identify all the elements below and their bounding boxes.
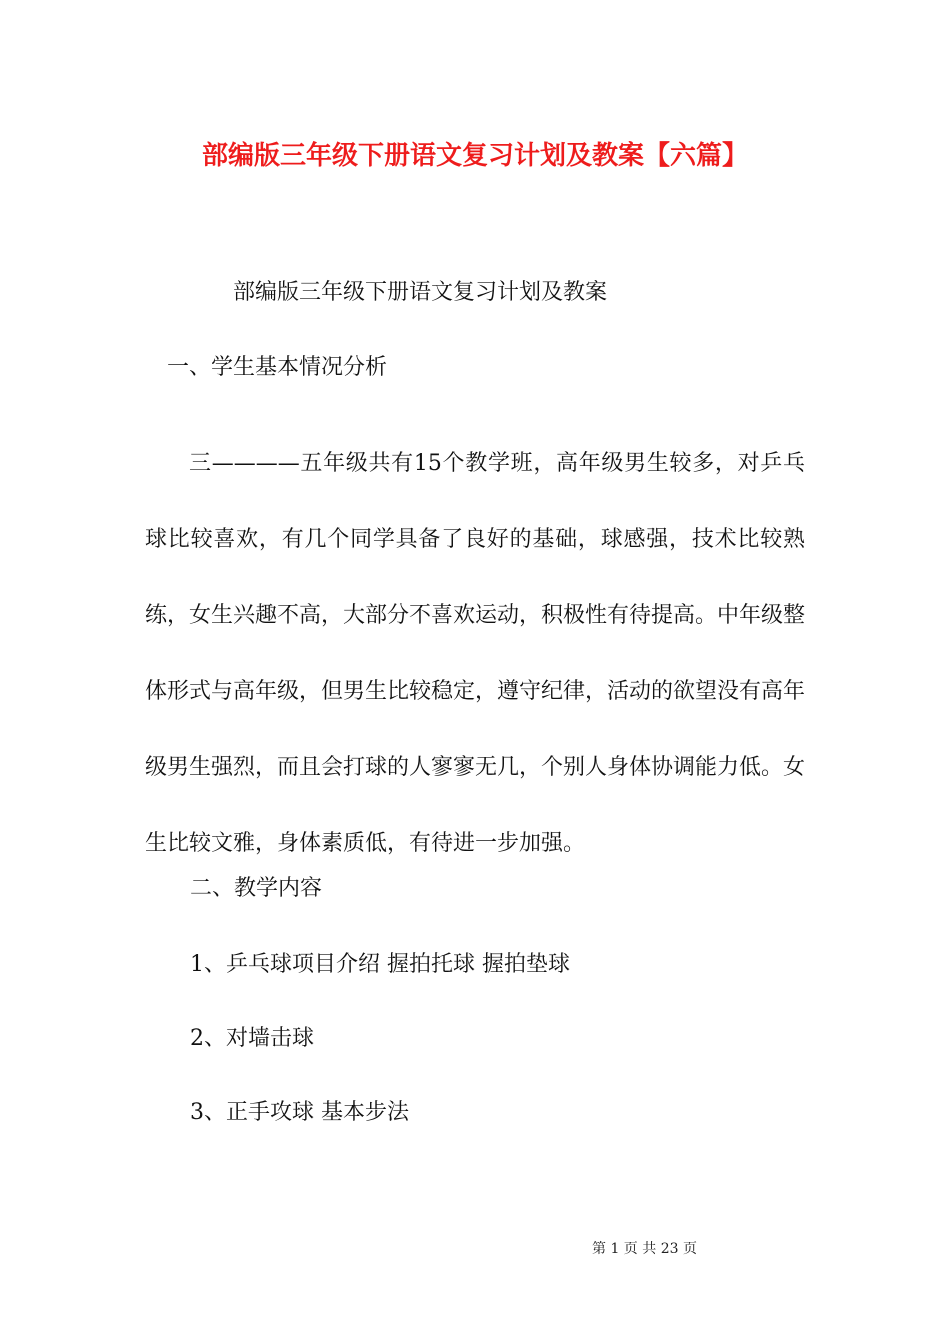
list-item: 3、正手攻球 基本步法: [190, 1100, 409, 1125]
list-item: 1、乒乓球项目介绍 握拍托球 握拍垫球: [190, 952, 570, 977]
document-subtitle: 部编版三年级下册语文复习计划及教案: [233, 280, 608, 305]
page-number: 第 1 页 共 23 页: [592, 1241, 697, 1257]
section1-paragraph: 三————五年级共有15个教学班，高年级男生较多，对乒乓球比较喜欢，有几个同学具备了良好的基础，球感强，技术比较熟练，女生兴趣不高，大部分不喜欢运动，积极性有待提高。中年级整体形式与高年级，但男生比较稳定，遵守纪律，活动的欲望没有高年级男生强烈，而且会打球的人寥寥无几，个别人身体协调能力低。女生比较文雅，身体素质低，有待进一步加强。: [145, 451, 806, 856]
document-title: 部编版三年级下册语文复习计划及教案【六篇】: [201, 141, 748, 171]
section2-heading: 二、教学内容: [190, 876, 323, 901]
section1-heading: 一、学生基本情况分析: [167, 355, 388, 380]
list-item: 2、对墙击球: [190, 1026, 314, 1051]
